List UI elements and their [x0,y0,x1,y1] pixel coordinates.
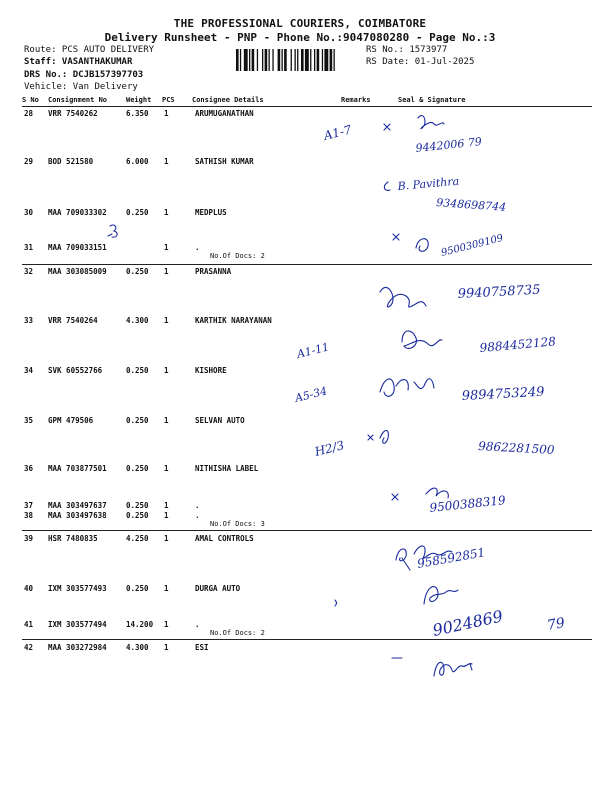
barcode-bar [334,49,335,71]
col-header-seal: Seal & Signature [398,96,466,104]
row-sno: 39 [24,534,34,543]
row-sno: 37 [24,501,34,510]
row-weight: 0.250 [126,511,149,520]
row-consignment: MAA 709033151 [48,243,107,252]
col-header-consignee: Consignee Details [192,96,264,104]
remark-33: A1-11 [295,340,331,361]
doc-count-note: No.Of Docs: 2 [210,629,265,637]
drs-number: DRS No.: DCJB157397703 [24,70,144,80]
row-pcs: 1 [164,464,169,473]
row-sno: 29 [24,157,34,166]
row-pcs: 1 [164,366,169,375]
row-weight: 0.250 [126,267,149,276]
barcode-bar [322,49,323,71]
barcode-bar [240,49,241,71]
table-row [0,620,600,632]
row-pcs: 1 [164,416,169,425]
table-row [0,366,600,378]
signature-32: 9940758735 [457,282,541,302]
staff-label: Staff: VASANTHAKUMAR [24,57,133,67]
barcode-bar [249,49,250,71]
row-weight: 6.350 [126,109,149,118]
row-consignment: IXM 303577494 [48,620,107,629]
signature-40-suffix: 79 [545,615,567,634]
signature-37: 9500388319 [428,493,507,515]
row-pcs: 1 [164,109,169,118]
route-label: Route: PCS AUTO DELIVERY [24,45,155,55]
row-consignment: VRR 7540264 [48,316,98,325]
signature-35: 9862281500 [477,439,555,457]
row-consignee: ARUMUGANATHAN [195,109,254,118]
col-header-pcs: PCS [162,96,175,104]
signature-39: 958592851 [416,545,487,571]
row-weight: 4.300 [126,643,149,652]
row-pcs: 1 [164,157,169,166]
doc-count-note: No.Of Docs: 3 [210,520,265,528]
row-consignment: HSR 7480835 [48,534,98,543]
row-divider [22,264,592,265]
table-row [0,243,600,255]
col-header-sno: S No [22,96,39,104]
row-consignment: VRR 7540262 [48,109,98,118]
barcode-bar [324,49,328,71]
barcode-bar [291,49,292,71]
row-consignment: BOD 521580 [48,157,94,166]
signature-29-phone: 9348698744 [435,196,507,214]
signature-34: 9894753249 [461,384,545,404]
row-consignee: KISHORE [195,366,227,375]
table-row [0,109,600,121]
row-consignment: MAA 303272984 [48,643,107,652]
col-header-remarks: Remarks [341,96,371,104]
row-weight: 0.250 [126,464,149,473]
row-sno: 42 [24,643,34,652]
doc-count-note: No.Of Docs: 2 [210,252,265,260]
barcode-image [236,49,362,71]
barcode-bar [330,49,333,71]
row-consignment: GPM 479506 [48,416,94,425]
signature-28: 9442006 79 [414,135,483,155]
row-consignment: MAA 303497637 [48,501,107,510]
row-consignee: KARTHIK NARAYANAN [195,316,272,325]
table-row [0,316,600,328]
signature-40: 9024869 [430,606,505,640]
rs-number: RS No.: 1573977 [366,45,448,55]
signature-30: 9500309109 [440,232,505,259]
table-row [0,584,600,596]
row-sno: 31 [24,243,34,252]
rs-date: RS Date: 01-Jul-2025 [366,57,475,67]
row-consignment: MAA 709033302 [48,208,107,217]
row-consignment: SVK 60552766 [48,366,103,375]
table-row [0,416,600,428]
row-consignment: MAA 303497638 [48,511,107,520]
row-consignment: MAA 303085009 [48,267,107,276]
row-consignee: ESI [195,643,209,652]
row-pcs: 1 [164,208,169,217]
barcode-bar [314,49,315,71]
barcode-bar [297,49,298,71]
row-consignee: SELVAN AUTO [195,416,245,425]
page-subtitle: Delivery Runsheet - PNP - Phone No.:9047080280 - Page No.:3 [104,31,496,44]
row-sno: 33 [24,316,34,325]
signature-29-name: B. Pavithra [397,174,460,193]
row-consignment: MAA 703877501 [48,464,107,473]
row-consignee: SATHISH KUMAR [195,157,254,166]
col-header-consignment: Consignment No [48,96,108,104]
barcode-bar [317,49,320,71]
row-sno: 35 [24,416,34,425]
row-consignee: MEDPLUS [195,208,227,217]
barcode-bar [262,49,263,71]
barcode-bar [244,49,248,71]
barcode-bar [272,49,273,71]
row-pcs: 1 [164,511,169,520]
row-sno: 28 [24,109,34,118]
row-consignee: . [195,620,200,629]
row-pcs: 1 [164,534,169,543]
barcode-bar [269,49,270,71]
row-divider [22,530,592,531]
handwritten-text [293,122,567,639]
row-sno: 32 [24,267,34,276]
barcode-bar [282,49,283,71]
row-sno: 40 [24,584,34,593]
table-row [0,511,600,523]
row-sno: 38 [24,511,34,520]
row-weight: 0.250 [126,208,149,217]
row-weight: 0.250 [126,366,149,375]
barcode-bar [265,49,268,71]
col-header-weight: Weight [126,96,152,104]
barcode-bar [310,49,311,71]
vehicle-label: Vehicle: Van Delivery [24,82,138,92]
row-pcs: 1 [164,643,169,652]
row-sno: 41 [24,620,34,629]
row-consignee: . [195,511,200,520]
row-pcs: 1 [164,620,169,629]
row-weight: 0.250 [126,501,149,510]
table-row [0,208,600,220]
barcode-bar [257,49,258,71]
row-pcs: 1 [164,316,169,325]
table-row [0,157,600,169]
barcode-bar [252,49,255,71]
table-row [0,267,600,279]
barcode-bar [305,49,309,71]
row-pcs: 1 [164,501,169,510]
row-consignee: . [195,243,200,252]
barcode-bar [295,49,296,71]
row-weight: 4.250 [126,534,149,543]
remark-28: A1-7 [322,122,353,143]
table-row [0,643,600,655]
signature-33: 9884452128 [479,334,557,355]
row-weight: 0.250 [126,416,149,425]
row-consignee: NITHISHA LABEL [195,464,259,473]
row-consignee: DURGA AUTO [195,584,241,593]
table-row [0,534,600,546]
row-consignee: PRASANNA [195,267,232,276]
row-consignee: AMAL CONTROLS [195,534,254,543]
row-divider [22,639,592,640]
barcode-bar [284,49,287,71]
row-pcs: 1 [164,243,169,252]
row-pcs: 1 [164,584,169,593]
barcode-bar [236,49,239,71]
row-sno: 30 [24,208,34,217]
row-consignee: . [195,501,200,510]
row-consignment: IXM 303577493 [48,584,107,593]
row-weight: 4.300 [126,316,149,325]
row-pcs: 1 [164,267,169,276]
remark-34: A5-34 [293,384,329,405]
remark-35: H2/3 [313,438,346,459]
barcode-bar [278,49,281,71]
row-weight: 6.000 [126,157,149,166]
barcode-bar [301,49,304,71]
row-weight: 0.250 [126,584,149,593]
row-sno: 36 [24,464,34,473]
table-row [0,464,600,476]
page-title: THE PROFESSIONAL COURIERS, COIMBATORE [173,17,427,30]
row-weight: 14.200 [126,620,154,629]
header-divider [22,106,592,107]
row-sno: 34 [24,366,34,375]
